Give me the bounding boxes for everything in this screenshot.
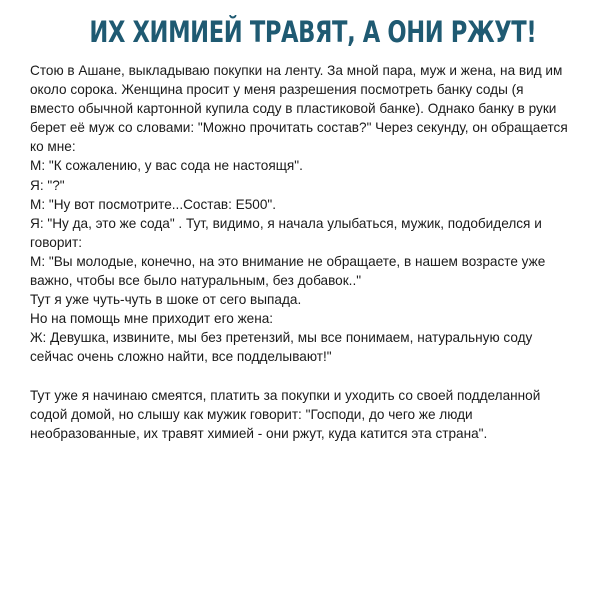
dialog-line-me-2: Я: "Ну да, это же сода" . Тут, видимо, я начала улыбаться, мужик, подобиделся и говорит: xyxy=(30,215,542,250)
dialog-line-husband-1: М: "К сожалению, у вас сода не настоящя". xyxy=(30,158,303,174)
story-text xyxy=(30,61,570,443)
dialog-line-me-1: Я: "?" xyxy=(30,177,65,193)
dialog-line-wife: Ж: Девушка, извините, мы без претензий, мы все понимаем, натуральную соду сейчас очень сложно найти, все подделывают!" xyxy=(30,330,533,365)
dialog-line-husband-3: М: "Вы молодые, конечно, на это внимание не обращаете, в нашем возрасте уже важно, чтобы все было натуральным, без добавок.." xyxy=(30,253,546,289)
headline: ИХ ХИМИЕЙ ТРАВЯТ, А ОНИ РЖУТ! xyxy=(89,15,537,49)
paragraph-intro: Стою в Ашане, выкладываю покупки на ленту. За мной пара, муж и жена, на вид им около сорока. Женщина просит у меня разрешения посмотреть банку соды (я вместо обычной картонной купила соду в пластиковой банке). Однако банку в руки берет её муж со словами: "Можно прочитать состав?" Через секунду, он обращается ко мне: xyxy=(30,63,568,155)
narration-shock: Тут я уже чуть-чуть в шоке от сего выпада. xyxy=(30,292,302,308)
dialog-line-husband-2: М: "Ну вот посмотрите...Состав: Е500". xyxy=(30,196,277,212)
narration-wife-helps: Но на помощь мне приходит его жена: xyxy=(30,311,274,327)
paragraph-ending: Тут уже я начинаю смеятся, платить за покупки и уходить со своей подделанной содой домой, но слышу как мужик говорит: "Господи, до чего же люди необразованные, их травят химией - они ржут, куда катится эта страна". xyxy=(30,387,541,441)
